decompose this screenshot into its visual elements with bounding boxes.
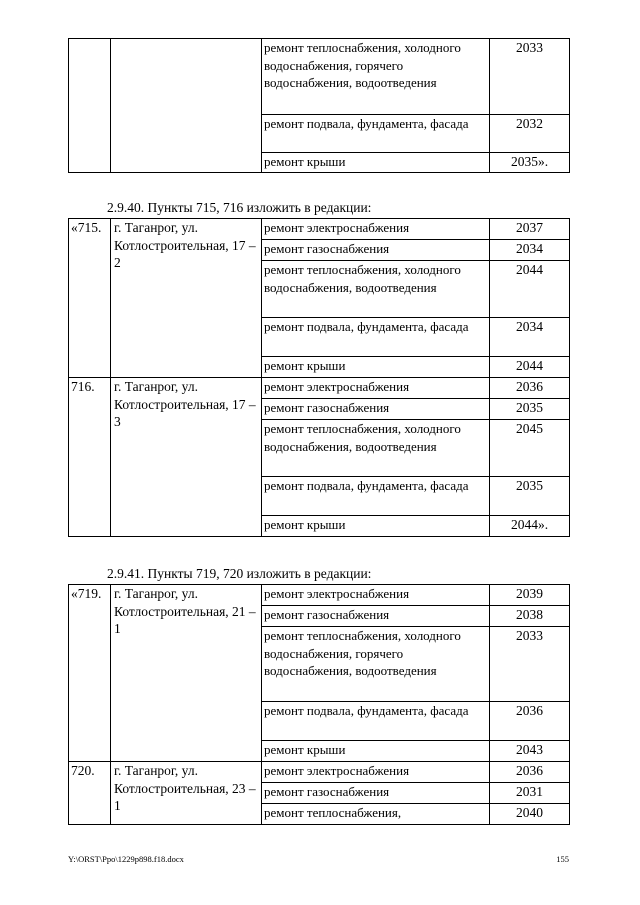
year-cell: 2040 xyxy=(490,804,570,825)
work-cell: ремонт газоснабжения xyxy=(262,399,490,420)
item-number-cell: 720. xyxy=(69,762,111,825)
table-section-1 xyxy=(68,218,570,537)
address-cell: г. Таганрог, ул. Котлостроительная, 17 – 2 xyxy=(111,219,262,378)
work-cell: ремонт газоснабжения xyxy=(262,240,490,261)
address-cell: г. Таганрог, ул. Котлостроительная, 21 – 1 xyxy=(111,585,262,762)
work-cell: ремонт теплоснабжения, холодного водоснабжения, горячего водоснабжения, водоотведения xyxy=(262,627,490,702)
year-cell: 2044 xyxy=(490,261,570,318)
work-cell: ремонт теплоснабжения, xyxy=(262,804,490,825)
work-cell: ремонт электроснабжения xyxy=(262,378,490,399)
work-cell: ремонт газоснабжения xyxy=(262,606,490,627)
table-row xyxy=(69,39,570,115)
year-cell: 2031 xyxy=(490,783,570,804)
work-cell: ремонт электроснабжения xyxy=(262,219,490,240)
year-cell: 2036 xyxy=(490,378,570,399)
table-row xyxy=(69,378,570,399)
work-cell: ремонт газоснабжения xyxy=(262,783,490,804)
work-cell: ремонт теплоснабжения, холодного водоснабжения, водоотведения xyxy=(262,420,490,477)
work-cell: ремонт крыши xyxy=(262,741,490,762)
year-cell: 2034 xyxy=(490,240,570,261)
year-cell: 2035 xyxy=(490,399,570,420)
year-cell: 2045 xyxy=(490,420,570,477)
table-continuation xyxy=(68,38,570,173)
page-number: 155 xyxy=(556,854,569,864)
work-cell: ремонт подвала, фундамента, фасада xyxy=(262,702,490,741)
year-cell: 2033 xyxy=(490,627,570,702)
footer-file-path: Y:\ORST\Ppo\1229p898.f18.docx xyxy=(68,854,184,864)
item-number-cell: «715. xyxy=(69,219,111,378)
year-cell: 2035 xyxy=(490,477,570,516)
table-row xyxy=(69,219,570,240)
year-cell: 2032 xyxy=(490,115,570,153)
year-cell: 2039 xyxy=(490,585,570,606)
address-cell: г. Таганрог, ул. Котлостроительная, 23 – 1 xyxy=(111,762,262,825)
section-heading: 2.9.41. Пункты 719, 720 изложить в редакции: xyxy=(107,566,372,581)
item-number-cell xyxy=(69,39,111,173)
year-cell: 2036 xyxy=(490,702,570,741)
year-cell: 2036 xyxy=(490,762,570,783)
address-cell: г. Таганрог, ул. Котлостроительная, 17 – 3 xyxy=(111,378,262,537)
work-cell: ремонт подвала, фундамента, фасада xyxy=(262,115,490,153)
section-heading: 2.9.40. Пункты 715, 716 изложить в редакции: xyxy=(107,200,372,215)
year-cell: 2044». xyxy=(490,516,570,537)
work-cell: ремонт крыши xyxy=(262,357,490,378)
table-row xyxy=(69,585,570,606)
table-section-2 xyxy=(68,584,570,825)
item-number-cell: 716. xyxy=(69,378,111,537)
work-cell: ремонт электроснабжения xyxy=(262,762,490,783)
work-cell: ремонт теплоснабжения, холодного водоснабжения, водоотведения xyxy=(262,261,490,318)
work-cell: ремонт подвала, фундамента, фасада xyxy=(262,477,490,516)
work-cell: ремонт крыши xyxy=(262,153,490,173)
work-cell: ремонт подвала, фундамента, фасада xyxy=(262,318,490,357)
year-cell: 2043 xyxy=(490,741,570,762)
work-cell: ремонт электроснабжения xyxy=(262,585,490,606)
item-number-cell: «719. xyxy=(69,585,111,762)
year-cell: 2037 xyxy=(490,219,570,240)
work-cell: ремонт теплоснабжения, холодного водоснабжения, горячего водоснабжения, водоотведения xyxy=(262,39,490,115)
year-cell: 2033 xyxy=(490,39,570,115)
address-cell xyxy=(111,39,262,173)
year-cell: 2035». xyxy=(490,153,570,173)
table-row xyxy=(69,762,570,783)
year-cell: 2034 xyxy=(490,318,570,357)
year-cell: 2038 xyxy=(490,606,570,627)
work-cell: ремонт крыши xyxy=(262,516,490,537)
year-cell: 2044 xyxy=(490,357,570,378)
